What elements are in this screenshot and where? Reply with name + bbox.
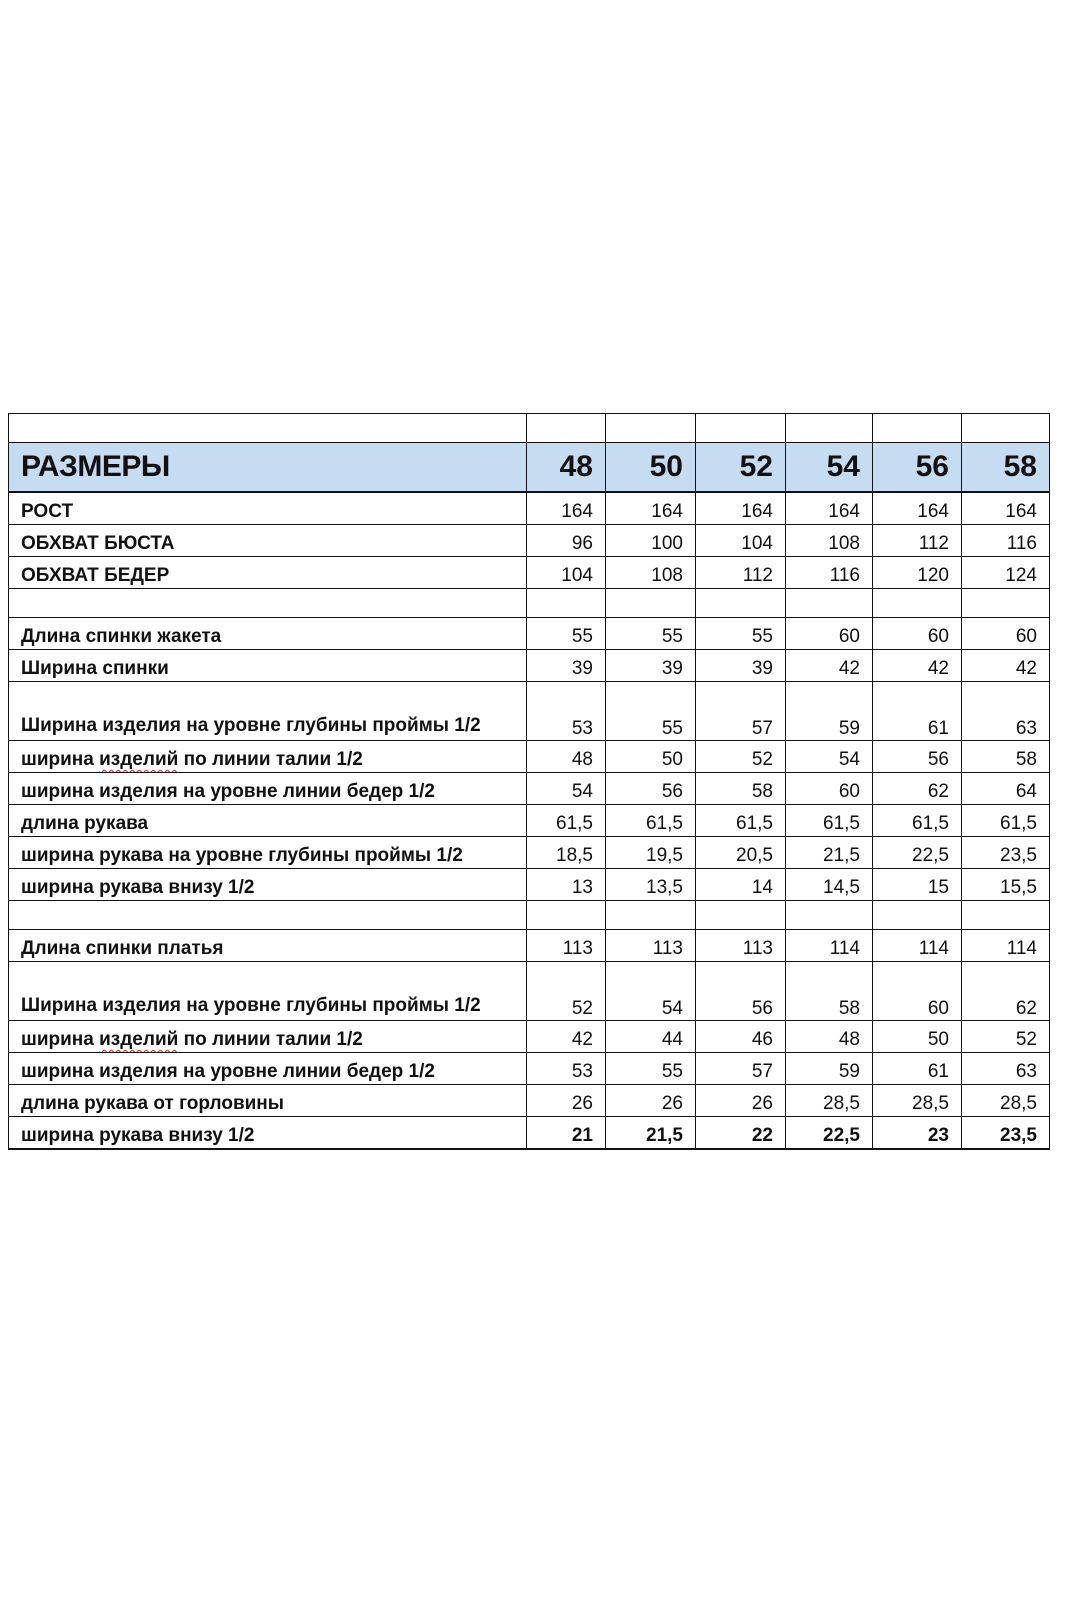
measurement-value: 116 bbox=[962, 525, 1050, 557]
measurement-value: 63 bbox=[962, 682, 1050, 741]
size-header-cell: 50 bbox=[606, 443, 696, 493]
measurement-value: 114 bbox=[962, 930, 1050, 962]
measurement-value: 55 bbox=[527, 618, 606, 650]
measurement-label: ширина изделия на уровне линии бедер 1/2 bbox=[9, 1053, 527, 1085]
measurement-value: 59 bbox=[786, 682, 873, 741]
measurement-value: 112 bbox=[696, 557, 786, 589]
size-header-cell: 56 bbox=[873, 443, 962, 493]
empty-cell bbox=[696, 589, 786, 618]
measurement-value: 50 bbox=[873, 1021, 962, 1053]
measurement-value: 120 bbox=[873, 557, 962, 589]
measurement-row bbox=[9, 1021, 1050, 1053]
measurement-value: 23,5 bbox=[962, 1117, 1050, 1150]
measurement-label: ширина изделий по линии талии 1/2 bbox=[9, 741, 527, 773]
measurement-row bbox=[9, 869, 1050, 901]
measurement-value: 21,5 bbox=[786, 837, 873, 869]
measurement-value: 64 bbox=[962, 773, 1050, 805]
measurement-value: 108 bbox=[606, 557, 696, 589]
empty-spacer-row bbox=[9, 901, 1050, 930]
measurement-label: длина рукава bbox=[9, 805, 527, 837]
measurement-value: 61,5 bbox=[786, 805, 873, 837]
empty-cell bbox=[786, 589, 873, 618]
measurement-row bbox=[9, 1053, 1050, 1085]
measurement-row bbox=[9, 618, 1050, 650]
measurement-value: 26 bbox=[527, 1085, 606, 1117]
measurement-value: 42 bbox=[873, 650, 962, 682]
measurement-label: ОБХВАТ БЮСТА bbox=[9, 525, 527, 557]
empty-cell bbox=[696, 414, 786, 443]
measurement-value: 23,5 bbox=[962, 837, 1050, 869]
measurement-value: 63 bbox=[962, 1053, 1050, 1085]
measurement-label: Ширина изделия на уровне глубины проймы 1/2 bbox=[9, 962, 527, 1021]
measurement-value: 54 bbox=[606, 962, 696, 1021]
measurement-value: 62 bbox=[873, 773, 962, 805]
measurement-label: Длина спинки жакета bbox=[9, 618, 527, 650]
empty-cell bbox=[873, 589, 962, 618]
measurement-value: 100 bbox=[606, 525, 696, 557]
measurement-value: 60 bbox=[962, 618, 1050, 650]
sizes-header-label: РАЗМЕРЫ bbox=[9, 443, 527, 493]
measurement-value: 13,5 bbox=[606, 869, 696, 901]
measurement-value: 39 bbox=[606, 650, 696, 682]
sizes-header-row bbox=[9, 443, 1050, 493]
measurement-value: 113 bbox=[606, 930, 696, 962]
measurement-row bbox=[9, 525, 1050, 557]
measurement-value: 56 bbox=[873, 741, 962, 773]
empty-cell bbox=[606, 414, 696, 443]
measurement-label: Ширина изделия на уровне глубины проймы 1/2 bbox=[9, 682, 527, 741]
measurement-value: 113 bbox=[527, 930, 606, 962]
empty-cell bbox=[527, 589, 606, 618]
measurement-value: 164 bbox=[786, 492, 873, 525]
measurement-value: 55 bbox=[606, 618, 696, 650]
measurement-value: 14,5 bbox=[786, 869, 873, 901]
size-chart-table bbox=[8, 413, 1050, 1150]
measurement-value: 114 bbox=[873, 930, 962, 962]
measurement-value: 108 bbox=[786, 525, 873, 557]
measurement-value: 60 bbox=[873, 962, 962, 1021]
measurement-value: 62 bbox=[962, 962, 1050, 1021]
size-header-cell: 52 bbox=[696, 443, 786, 493]
empty-cell bbox=[962, 414, 1050, 443]
measurement-value: 26 bbox=[696, 1085, 786, 1117]
measurement-value: 54 bbox=[786, 741, 873, 773]
measurement-value: 61 bbox=[873, 1053, 962, 1085]
empty-cell bbox=[786, 414, 873, 443]
measurement-value: 52 bbox=[527, 962, 606, 1021]
empty-cell bbox=[873, 414, 962, 443]
measurement-value: 21 bbox=[527, 1117, 606, 1150]
measurement-value: 54 bbox=[527, 773, 606, 805]
measurement-value: 22,5 bbox=[873, 837, 962, 869]
measurement-value: 52 bbox=[696, 741, 786, 773]
measurement-row bbox=[9, 492, 1050, 525]
measurement-label: ширина рукава внизу 1/2 bbox=[9, 1117, 527, 1150]
measurement-label: ширина рукава внизу 1/2 bbox=[9, 869, 527, 901]
measurement-value: 61,5 bbox=[527, 805, 606, 837]
empty-cell bbox=[9, 901, 527, 930]
measurement-value: 48 bbox=[786, 1021, 873, 1053]
measurement-value: 22,5 bbox=[786, 1117, 873, 1150]
measurement-value: 55 bbox=[696, 618, 786, 650]
measurement-value: 60 bbox=[873, 618, 962, 650]
measurement-value: 48 bbox=[527, 741, 606, 773]
measurement-value: 52 bbox=[962, 1021, 1050, 1053]
measurement-value: 55 bbox=[606, 1053, 696, 1085]
measurement-value: 28,5 bbox=[786, 1085, 873, 1117]
measurement-value: 164 bbox=[962, 492, 1050, 525]
measurement-row bbox=[9, 1085, 1050, 1117]
size-header-cell: 58 bbox=[962, 443, 1050, 493]
measurement-row bbox=[9, 930, 1050, 962]
measurement-value: 28,5 bbox=[962, 1085, 1050, 1117]
measurement-label: Длина спинки платья bbox=[9, 930, 527, 962]
measurement-value: 42 bbox=[786, 650, 873, 682]
measurement-value: 42 bbox=[962, 650, 1050, 682]
empty-cell bbox=[962, 901, 1050, 930]
measurement-value: 20,5 bbox=[696, 837, 786, 869]
measurement-value: 39 bbox=[696, 650, 786, 682]
measurement-row bbox=[9, 682, 1050, 741]
measurement-value: 22 bbox=[696, 1117, 786, 1150]
measurement-value: 58 bbox=[962, 741, 1050, 773]
empty-cell bbox=[606, 589, 696, 618]
empty-cell bbox=[9, 414, 527, 443]
empty-cell bbox=[527, 414, 606, 443]
measurement-row bbox=[9, 837, 1050, 869]
measurement-value: 96 bbox=[527, 525, 606, 557]
measurement-row bbox=[9, 1117, 1050, 1150]
measurement-value: 26 bbox=[606, 1085, 696, 1117]
measurement-label: Ширина спинки bbox=[9, 650, 527, 682]
measurement-value: 61,5 bbox=[606, 805, 696, 837]
empty-cell bbox=[527, 901, 606, 930]
measurement-value: 21,5 bbox=[606, 1117, 696, 1150]
measurement-value: 61,5 bbox=[873, 805, 962, 837]
measurement-value: 14 bbox=[696, 869, 786, 901]
empty-cell bbox=[606, 901, 696, 930]
measurement-value: 61 bbox=[873, 682, 962, 741]
empty-spacer-row bbox=[9, 414, 1050, 443]
empty-cell bbox=[9, 589, 527, 618]
measurement-label: ОБХВАТ БЕДЕР bbox=[9, 557, 527, 589]
measurement-row bbox=[9, 962, 1050, 1021]
empty-spacer-row bbox=[9, 589, 1050, 618]
measurement-value: 18,5 bbox=[527, 837, 606, 869]
size-header-cell: 48 bbox=[527, 443, 606, 493]
measurement-value: 116 bbox=[786, 557, 873, 589]
measurement-label: ширина изделия на уровне линии бедер 1/2 bbox=[9, 773, 527, 805]
measurement-label: ширина рукава на уровне глубины проймы 1/2 bbox=[9, 837, 527, 869]
measurement-value: 104 bbox=[527, 557, 606, 589]
empty-cell bbox=[696, 901, 786, 930]
measurement-row bbox=[9, 557, 1050, 589]
measurement-value: 61,5 bbox=[696, 805, 786, 837]
measurement-value: 104 bbox=[696, 525, 786, 557]
measurement-row bbox=[9, 773, 1050, 805]
measurement-value: 164 bbox=[606, 492, 696, 525]
measurement-label: ширина изделий по линии талии 1/2 bbox=[9, 1021, 527, 1053]
measurement-value: 57 bbox=[696, 1053, 786, 1085]
measurement-value: 42 bbox=[527, 1021, 606, 1053]
measurement-value: 39 bbox=[527, 650, 606, 682]
measurement-value: 23 bbox=[873, 1117, 962, 1150]
measurement-value: 15 bbox=[873, 869, 962, 901]
empty-cell bbox=[786, 901, 873, 930]
measurement-value: 46 bbox=[696, 1021, 786, 1053]
measurement-value: 53 bbox=[527, 1053, 606, 1085]
measurement-value: 60 bbox=[786, 773, 873, 805]
measurement-row bbox=[9, 805, 1050, 837]
measurement-value: 28,5 bbox=[873, 1085, 962, 1117]
size-header-cell: 54 bbox=[786, 443, 873, 493]
measurement-value: 15,5 bbox=[962, 869, 1050, 901]
measurement-value: 19,5 bbox=[606, 837, 696, 869]
measurement-value: 58 bbox=[786, 962, 873, 1021]
measurement-value: 164 bbox=[873, 492, 962, 525]
empty-cell bbox=[873, 901, 962, 930]
measurement-value: 164 bbox=[527, 492, 606, 525]
measurement-value: 164 bbox=[696, 492, 786, 525]
measurement-value: 44 bbox=[606, 1021, 696, 1053]
empty-cell bbox=[962, 589, 1050, 618]
measurement-value: 53 bbox=[527, 682, 606, 741]
measurement-label: длина рукава от горловины bbox=[9, 1085, 527, 1117]
measurement-value: 124 bbox=[962, 557, 1050, 589]
measurement-value: 60 bbox=[786, 618, 873, 650]
measurement-value: 57 bbox=[696, 682, 786, 741]
measurement-row bbox=[9, 650, 1050, 682]
measurement-value: 13 bbox=[527, 869, 606, 901]
measurement-value: 55 bbox=[606, 682, 696, 741]
measurement-value: 56 bbox=[606, 773, 696, 805]
measurement-value: 56 bbox=[696, 962, 786, 1021]
measurement-row bbox=[9, 741, 1050, 773]
measurement-value: 58 bbox=[696, 773, 786, 805]
measurement-value: 59 bbox=[786, 1053, 873, 1085]
measurement-value: 114 bbox=[786, 930, 873, 962]
measurement-value: 61,5 bbox=[962, 805, 1050, 837]
measurement-value: 50 bbox=[606, 741, 696, 773]
measurement-value: 112 bbox=[873, 525, 962, 557]
measurement-value: 113 bbox=[696, 930, 786, 962]
measurement-label: РОСТ bbox=[9, 492, 527, 525]
